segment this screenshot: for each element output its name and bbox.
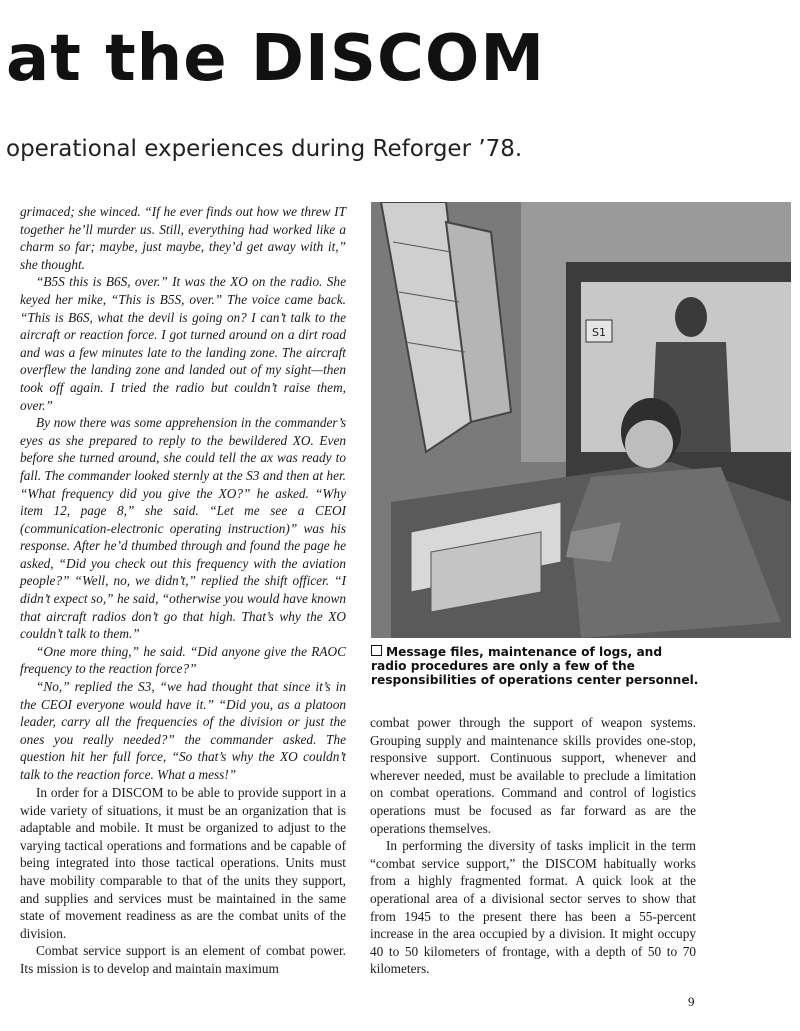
story-paragraph: grimaced; she winced. “If he ever finds out how we threw IT together he’ll murder us. Still, everything had worked like a charm so far; maybe, just maybe, they’d get away with it,” she thought. — [20, 204, 346, 272]
checkbox-square-icon — [371, 645, 382, 656]
body-paragraph: Combat service support is an element of combat power. Its mission is to develop and maintain maximum — [20, 943, 346, 976]
story-paragraph: “No,” replied the S3, “we had thought that since it’s in the CEOI everyone would have it.” “Did you, as a platoon leader, carry all the frequencies of the division or just the ones you really needed?” the commander asked. The question hit her full force, “So that’s why the XO couldn’t talk to the reaction force. What a mess!” — [20, 679, 346, 782]
story-paragraph: “One more thing,” he said. “Did anyone give the RAOC frequency to the reaction force?” — [20, 643, 346, 677]
story-paragraph: By now there was some apprehension in the commander’s eyes as she prepared to reply to the bewildered XO. Even before she turned around, she could tell the ax was ready to fall. The commander looked sternly at the S3 and then at her. “What frequency did you give the XO?” he asked. “Why item 12, page 8,” she said. “Let me see a CEOI (communication-electronic operating instruction)” was his response. After he’d thumbed through and found the page he asked, “Did you check out this frequency with the aviation people?” “Well, no, we didn’t,” replied the shift officer. “I didn’t expect so,” he said, “otherwise you would have known that aircraft radios don’t go that high. That’s why the XO couldn’t talk to them.” — [20, 415, 346, 642]
story-column — [20, 203, 346, 784]
page-number: 9 — [688, 994, 695, 1009]
article-subtitle: operational experiences during Reforger ’78. — [6, 136, 523, 162]
article-title: at the DISCOM — [6, 22, 545, 96]
wall-sign: S1 — [592, 326, 606, 339]
body-paragraph: In order for a DISCOM to be able to provide support in a wide variety of situations, it must be an organization that is adaptable and mobile. It must be organized to adjust to the varying tactical operations and formations and be capable of being integrated into those tactical operations. Units must have mobility comparable to that of the units they support, and supplies and services must be maintained in the same state of movement readiness as are the combat units of the division. — [20, 785, 346, 941]
body-column-left — [20, 784, 346, 978]
body-paragraph: In performing the diversity of tasks implicit in the term “combat service support,” the DISCOM habitually works from a highly fragmented format. A quick look at the operational area of a divisional sector serves to show that from 1945 to the present there has been a 55-percent increase in the area occupied by a division. It might occupy 40 to 50 kilometers of frontage, with a depth of 50 to 70 kilometers. — [370, 838, 696, 977]
operations-center-photo — [371, 202, 791, 638]
body-column-right — [370, 714, 696, 978]
caption-text: Message files, maintenance of logs, and radio procedures are only a few of the responsibilities of operations center personnel. — [371, 645, 699, 688]
body-paragraph: combat power through the support of weapon systems. Grouping supply and maintenance skills provides one-stop, responsive support. Continuous support, whenever and wherever needed, must be available to preclude a limitation on combat operations. Command and control of logistics operations must be focused as far forward as are the operations themselves. — [370, 715, 696, 836]
photo-caption — [371, 645, 701, 688]
story-paragraph: “B5S this is B6S, over.” It was the XO on the radio. She keyed her mike, “This is B5S, over.” The voice came back. “This is B6S, what the devil is going on? I can’t talk to the aircraft or reaction force. I got turned around on a dirt road and was a few minutes late to the landing zone. The aircraft overflew the landing zone and landed out of my sight—then took off again. I tried the radio but couldn’t raise them, over.” — [20, 274, 346, 413]
